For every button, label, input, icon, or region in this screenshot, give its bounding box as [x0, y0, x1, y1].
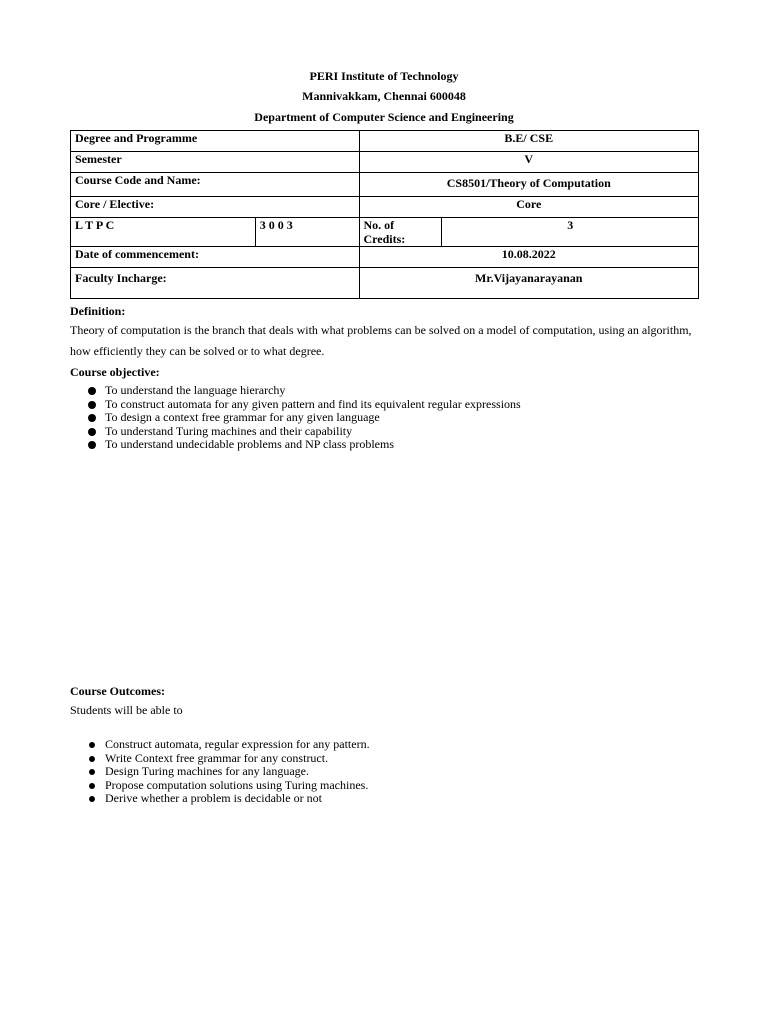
institute-name: PERI Institute of Technology	[309, 69, 459, 83]
list-item: To understand undecidable problems and NP class problems	[70, 438, 521, 452]
objectives-list	[70, 384, 521, 452]
list-item: Write Context free grammar for any construct.	[70, 752, 370, 766]
degree-value: B.E/ CSE	[359, 131, 698, 152]
institute-address: Mannivakkam, Chennai 600048	[302, 89, 466, 103]
course-value: CS8501/Theory of Computation	[359, 173, 698, 197]
bullet-icon	[89, 742, 95, 748]
list-item: To construct automata for any given pattern and find its equivalent regular expressions	[70, 398, 521, 412]
credits-value: 3	[442, 218, 699, 247]
table-row	[71, 247, 699, 268]
core-label: Core / Elective:	[71, 197, 360, 218]
list-item: Construct automata, regular expression for any pattern.	[70, 738, 370, 752]
list-item: To understand the language hierarchy	[70, 384, 521, 398]
table-row	[71, 173, 699, 197]
bullet-icon	[88, 441, 96, 449]
table-row	[71, 152, 699, 173]
core-value: Core	[359, 197, 698, 218]
degree-label: Degree and Programme	[71, 131, 360, 152]
list-item: Design Turing machines for any language.	[70, 765, 370, 779]
table-row	[71, 268, 699, 299]
outcomes-title: Course Outcomes:	[70, 684, 165, 698]
bullet-icon	[89, 783, 95, 789]
bullet-icon	[89, 756, 95, 762]
course-label: Course Code and Name:	[71, 173, 360, 197]
bullet-icon	[89, 769, 95, 775]
date-label: Date of commencement:	[71, 247, 360, 268]
credits-label: No. of Credits:	[359, 218, 442, 247]
bullet-icon	[89, 796, 95, 802]
ltpc-label: L T P C	[71, 218, 256, 247]
ltpc-value: 3 0 0 3	[255, 218, 359, 247]
bullet-icon	[88, 387, 96, 395]
semester-label: Semester	[71, 152, 360, 173]
date-value: 10.08.2022	[359, 247, 698, 268]
objectives-title: Course objective:	[70, 365, 160, 379]
faculty-value: Mr.Vijayanarayanan	[359, 268, 698, 299]
bullet-icon	[88, 414, 96, 422]
department-name: Department of Computer Science and Engineering	[254, 110, 514, 124]
semester-value: V	[359, 152, 698, 173]
course-info-table	[70, 130, 699, 299]
list-item: To design a context free grammar for any given language	[70, 411, 521, 425]
list-item: Propose computation solutions using Turing machines.	[70, 779, 370, 793]
bullet-icon	[88, 428, 96, 436]
outcomes-list	[70, 738, 370, 806]
outcomes-intro: Students will be able to	[70, 703, 183, 717]
bullet-icon	[88, 401, 96, 409]
table-row	[71, 131, 699, 152]
faculty-label: Faculty Incharge:	[71, 268, 360, 299]
list-item: Derive whether a problem is decidable or not	[70, 792, 370, 806]
table-row	[71, 218, 699, 247]
list-item: To understand Turing machines and their capability	[70, 425, 521, 439]
definition-text: Theory of computation is the branch that deals with what problems can be solved on a model of computation, using an algorithm, how efficiently they can be solved or to what degree.	[70, 323, 692, 358]
definition-title: Definition:	[70, 304, 126, 318]
table-row	[71, 197, 699, 218]
